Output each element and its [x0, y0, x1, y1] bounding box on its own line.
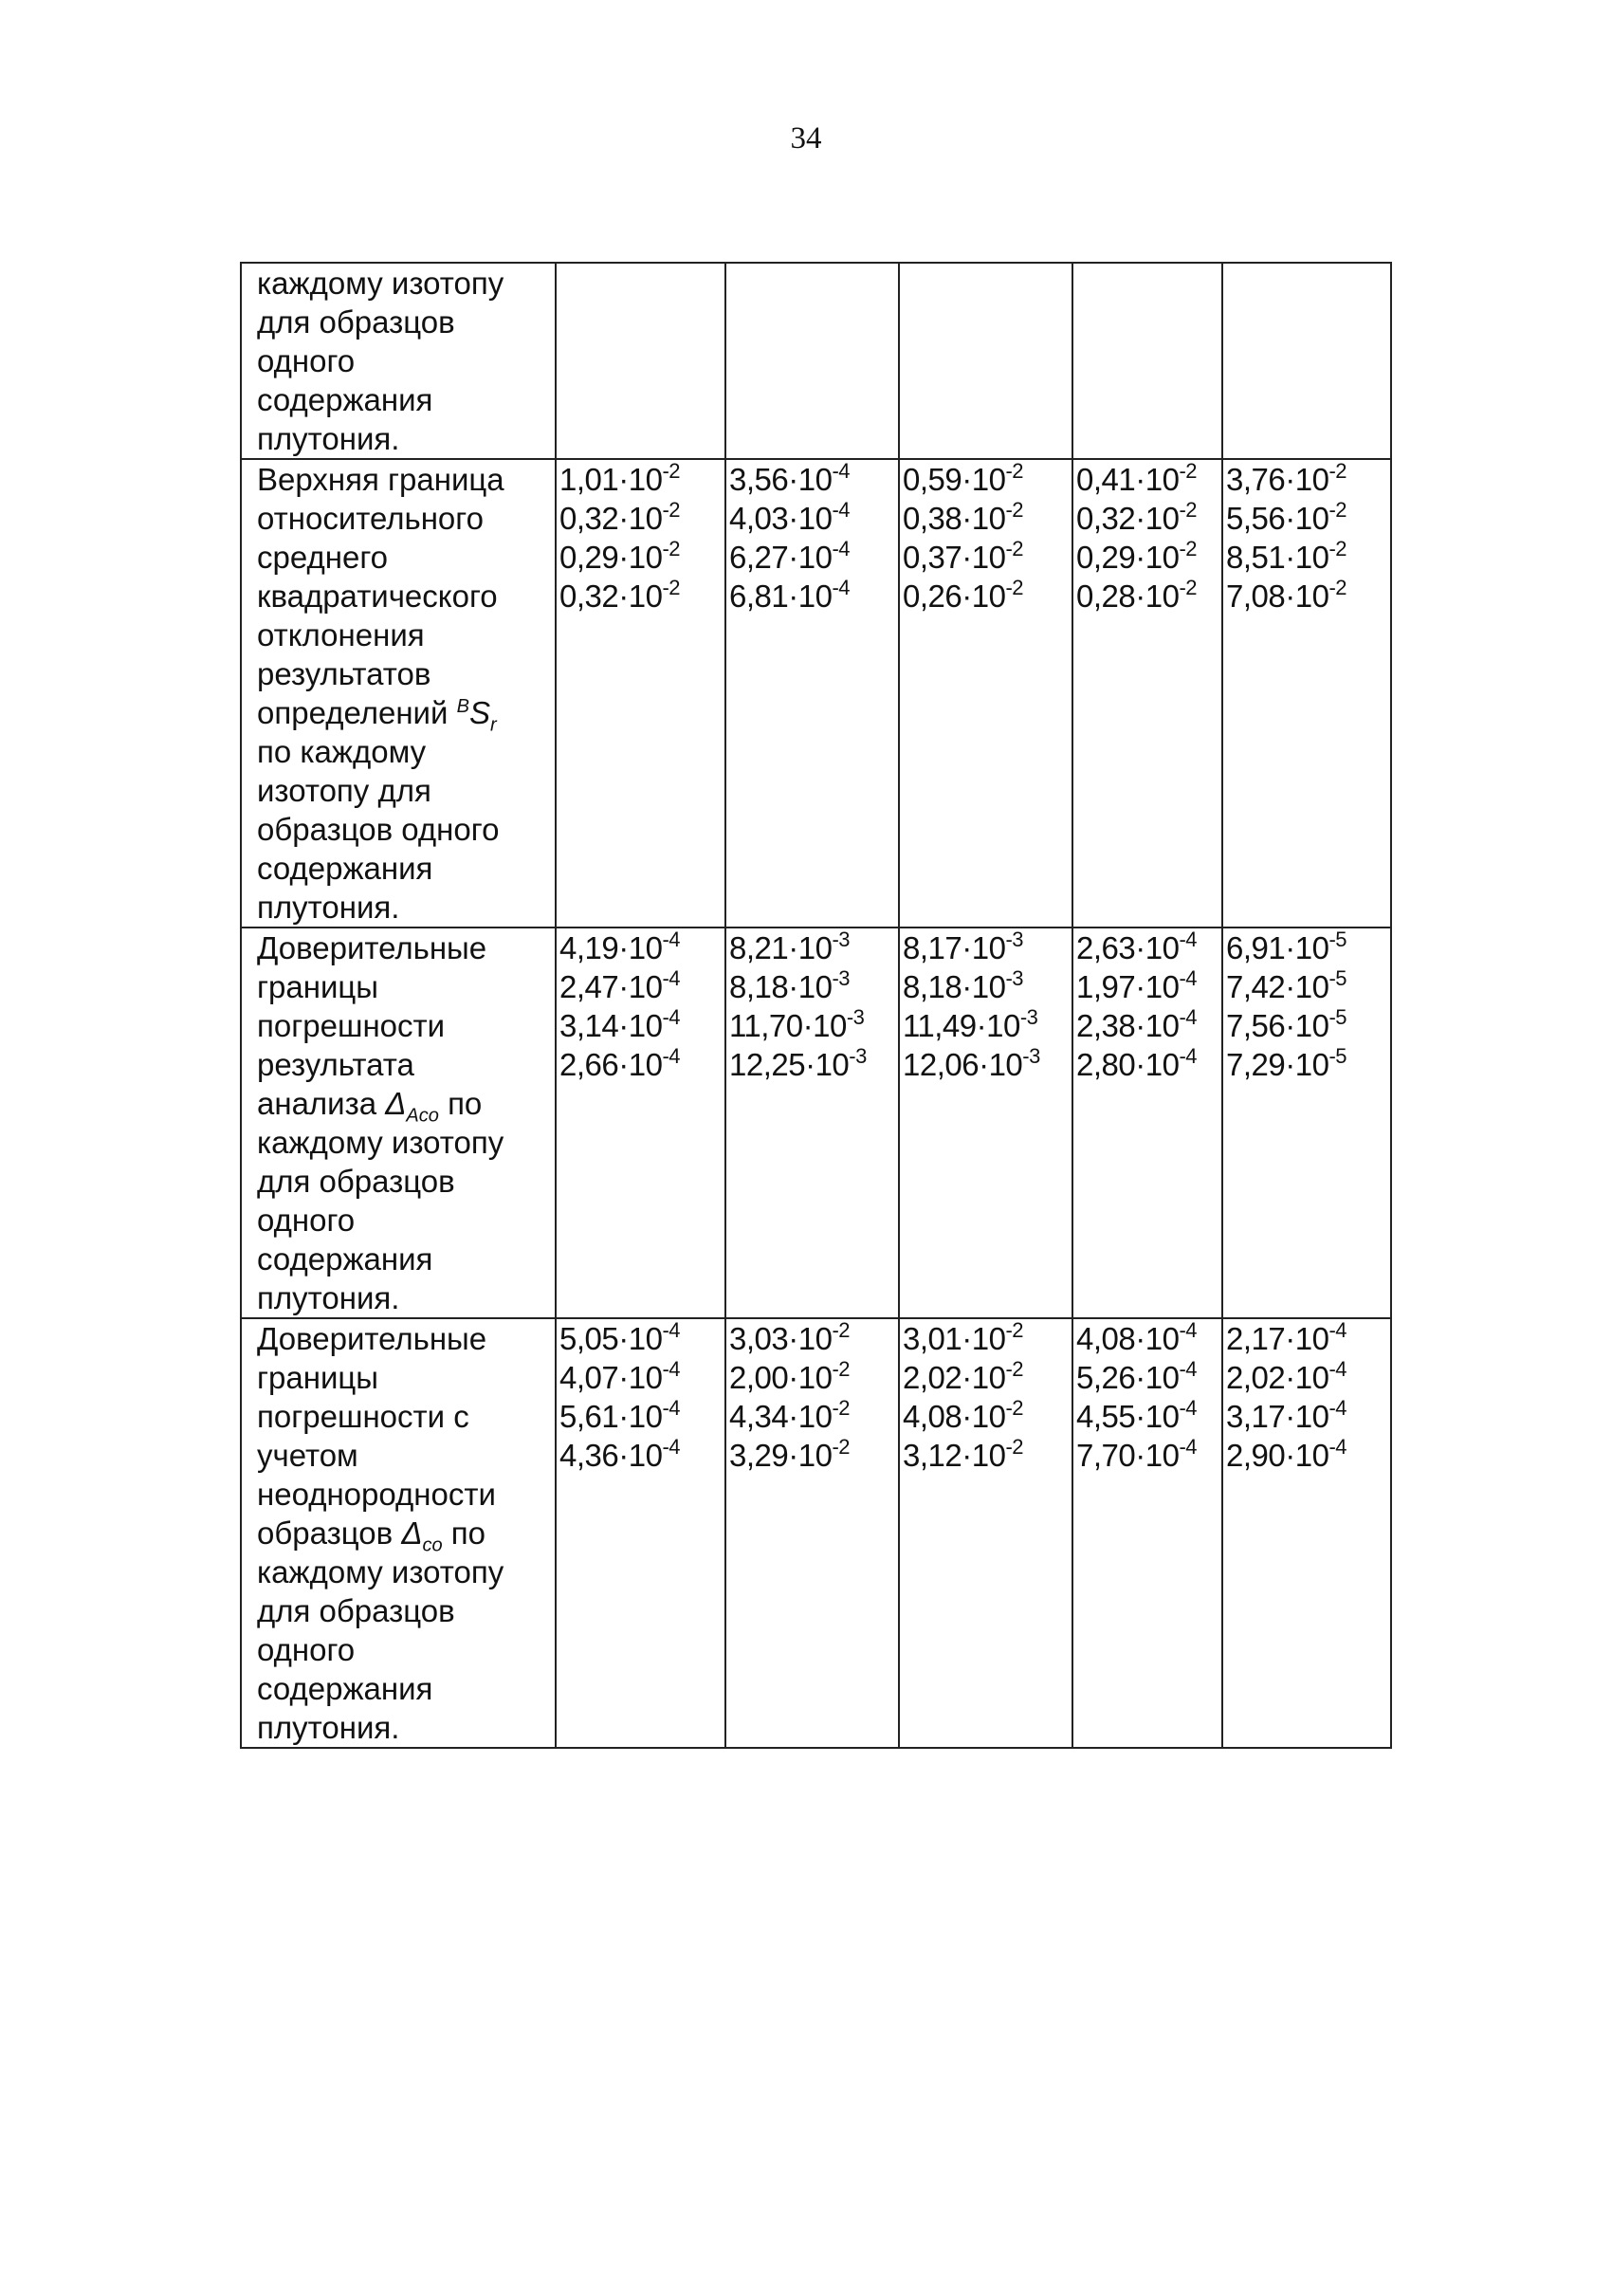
value-exponent: -4: [832, 575, 850, 599]
value-entry: [729, 538, 894, 577]
value-cell: [899, 1318, 1072, 1748]
value-entry: [729, 460, 894, 499]
value-exponent: -4: [1179, 1395, 1197, 1420]
value-entry: [1226, 1436, 1386, 1475]
value-entry: [903, 577, 1068, 615]
value-entry: [729, 577, 894, 615]
value-mantissa: 3,01·10: [903, 1321, 1006, 1356]
value-entry: [559, 1397, 721, 1436]
label-line: содержания: [257, 1671, 433, 1706]
value-entry: [1226, 1045, 1386, 1084]
label-line: каждому изотопу: [257, 1125, 504, 1160]
value-mantissa: 3,17·10: [1226, 1399, 1329, 1434]
value-entry: [559, 1358, 721, 1397]
value-mantissa: 11,49·10: [903, 1008, 1020, 1043]
label-line: каждому изотопу: [257, 1554, 504, 1589]
label-line: по каждому: [257, 734, 427, 769]
value-mantissa: 0,41·10: [1076, 462, 1180, 497]
value-exponent: -4: [832, 497, 850, 522]
value-entry: [1076, 577, 1218, 615]
label-line: плутония.: [257, 890, 400, 925]
value-entry: [903, 1358, 1068, 1397]
value-cell: [556, 928, 725, 1318]
value-entry: [729, 1319, 894, 1358]
value-entry: [729, 1006, 894, 1045]
value-mantissa: 5,61·10: [559, 1399, 663, 1434]
value-mantissa: 8,17·10: [903, 930, 1006, 965]
value-mantissa: 4,19·10: [559, 930, 663, 965]
value-exponent: -4: [1179, 927, 1197, 951]
value-exponent: -4: [662, 1356, 680, 1381]
value-entry: [729, 499, 894, 538]
value-exponent: -2: [662, 536, 680, 560]
label-line: образцов $\Delta_{co}$ по: [257, 1515, 485, 1556]
value-exponent: -2: [1179, 458, 1197, 483]
label-line: Верхняя граница: [257, 462, 504, 497]
label-line: содержания: [257, 382, 433, 417]
value-entry: [1076, 1045, 1218, 1084]
value-mantissa: 0,28·10: [1076, 579, 1180, 614]
label-line: квадратического: [257, 579, 498, 614]
value-entry: [559, 1045, 721, 1084]
value-mantissa: 7,56·10: [1226, 1008, 1329, 1043]
row-label-cell: [241, 1318, 556, 1748]
value-entry: [1226, 499, 1386, 538]
value-mantissa: 7,42·10: [1226, 969, 1329, 1004]
value-exponent: -2: [662, 497, 680, 522]
value-exponent: -2: [832, 1317, 850, 1342]
value-mantissa: 2,38·10: [1076, 1008, 1180, 1043]
value-entry: [559, 1436, 721, 1475]
label-line: неоднородности: [257, 1477, 496, 1512]
value-mantissa: 3,14·10: [559, 1008, 663, 1043]
value-exponent: -2: [662, 458, 680, 483]
value-entry: [729, 967, 894, 1006]
value-entry: [1076, 1397, 1218, 1436]
value-entry: [729, 1045, 894, 1084]
label-line: границы: [257, 1360, 379, 1395]
value-exponent: -4: [662, 927, 680, 951]
math-symbol: $^BS_r$: [456, 695, 497, 736]
value-mantissa: 0,32·10: [559, 579, 663, 614]
value-exponent: -4: [1328, 1356, 1346, 1381]
value-entry: [903, 1006, 1068, 1045]
value-entry: [559, 1006, 721, 1045]
value-entry: [1226, 928, 1386, 967]
value-mantissa: 11,70·10: [729, 1008, 847, 1043]
label-line: результатов: [257, 656, 431, 691]
value-entry: [1226, 1006, 1386, 1045]
value-entry: [729, 1358, 894, 1397]
label-line: отклонения: [257, 617, 425, 652]
value-exponent: -4: [1179, 1317, 1197, 1342]
value-exponent: -2: [1179, 497, 1197, 522]
value-entry: [903, 1045, 1068, 1084]
value-mantissa: 2,80·10: [1076, 1047, 1180, 1082]
label-line: изотопу для: [257, 773, 431, 808]
value-entry: [559, 577, 721, 615]
value-mantissa: 5,56·10: [1226, 501, 1329, 536]
value-exponent: -4: [1179, 1043, 1197, 1068]
value-mantissa: 2,66·10: [559, 1047, 663, 1082]
value-cell: [556, 263, 725, 459]
value-exponent: -2: [1005, 1434, 1023, 1459]
value-exponent: -4: [1328, 1434, 1346, 1459]
value-cell: [725, 928, 899, 1318]
value-exponent: -2: [1179, 575, 1197, 599]
value-mantissa: 1,01·10: [559, 462, 663, 497]
value-entry: [1076, 1436, 1218, 1475]
table-row: [241, 459, 1391, 928]
value-mantissa: 3,29·10: [729, 1438, 833, 1473]
label-line: содержания: [257, 1241, 433, 1277]
value-mantissa: 0,59·10: [903, 462, 1006, 497]
value-cell: [1222, 459, 1391, 928]
value-entry: [1076, 1319, 1218, 1358]
value-entry: [559, 499, 721, 538]
value-exponent: -2: [1005, 1317, 1023, 1342]
row-label-cell: [241, 928, 556, 1318]
value-cell: [1222, 1318, 1391, 1748]
results-table: [240, 262, 1392, 1749]
value-exponent: -3: [832, 965, 850, 990]
value-mantissa: 3,56·10: [729, 462, 833, 497]
label-line: Доверительные: [257, 1321, 487, 1356]
value-exponent: -5: [1328, 965, 1346, 990]
value-exponent: -3: [846, 1004, 865, 1029]
value-exponent: -5: [1328, 1004, 1346, 1029]
value-mantissa: 3,03·10: [729, 1321, 833, 1356]
value-cell: [899, 459, 1072, 928]
value-mantissa: 5,26·10: [1076, 1360, 1180, 1395]
value-exponent: -2: [1328, 536, 1346, 560]
value-entry: [1076, 928, 1218, 967]
value-exponent: -4: [1179, 965, 1197, 990]
value-mantissa: 2,02·10: [903, 1360, 1006, 1395]
label-line: одного: [257, 1203, 356, 1238]
page-number: 34: [790, 121, 822, 156]
value-entry: [1226, 1319, 1386, 1358]
label-line: анализа $\Delta_{Aco}$ по: [257, 1086, 483, 1127]
value-mantissa: 2,90·10: [1226, 1438, 1329, 1473]
value-entry: [1226, 538, 1386, 577]
value-entry: [903, 460, 1068, 499]
label-line: относительного: [257, 501, 484, 536]
value-exponent: -4: [662, 1395, 680, 1420]
value-entry: [903, 538, 1068, 577]
value-exponent: -3: [1005, 965, 1023, 990]
label-word-po: по: [450, 1515, 485, 1551]
value-cell: [725, 459, 899, 928]
label-line: определений $^BS_r$: [257, 695, 497, 736]
label-line: для образцов: [257, 1164, 455, 1199]
label-line: Доверительные: [257, 930, 487, 965]
value-mantissa: 2,17·10: [1226, 1321, 1329, 1356]
value-cell: [1072, 928, 1222, 1318]
value-exponent: -4: [1328, 1317, 1346, 1342]
value-mantissa: 2,47·10: [559, 969, 663, 1004]
math-symbol: $\Delta_{Aco}$ по: [385, 1086, 483, 1127]
value-mantissa: 4,08·10: [1076, 1321, 1180, 1356]
math-symbol: $\Delta_{co}$ по: [401, 1515, 485, 1556]
value-cell: [1072, 459, 1222, 928]
value-exponent: -3: [849, 1043, 867, 1068]
value-exponent: -4: [832, 536, 850, 560]
value-exponent: -3: [1022, 1043, 1040, 1068]
value-entry: [1076, 499, 1218, 538]
value-mantissa: 0,29·10: [559, 540, 663, 575]
value-exponent: -4: [662, 1434, 680, 1459]
value-mantissa: 2,63·10: [1076, 930, 1180, 965]
value-entry: [559, 460, 721, 499]
value-entry: [903, 499, 1068, 538]
value-cell: [725, 263, 899, 459]
value-mantissa: 2,02·10: [1226, 1360, 1329, 1395]
label-line: учетом: [257, 1438, 358, 1473]
value-entry: [1076, 967, 1218, 1006]
value-mantissa: 4,34·10: [729, 1399, 833, 1434]
value-mantissa: 0,38·10: [903, 501, 1006, 536]
value-mantissa: 8,21·10: [729, 930, 833, 965]
value-entry: [559, 967, 721, 1006]
value-exponent: -4: [832, 458, 850, 483]
label-line: содержания: [257, 851, 433, 886]
value-mantissa: 8,51·10: [1226, 540, 1329, 575]
value-cell: [725, 1318, 899, 1748]
value-exponent: -3: [832, 927, 850, 951]
row-label-cell: [241, 459, 556, 928]
value-cell: [899, 263, 1072, 459]
value-entry: [729, 1397, 894, 1436]
value-mantissa: 2,00·10: [729, 1360, 833, 1395]
label-line: плутония.: [257, 1280, 400, 1315]
value-entry: [559, 538, 721, 577]
value-entry: [1076, 1358, 1218, 1397]
value-exponent: -2: [1179, 536, 1197, 560]
value-entry: [1226, 460, 1386, 499]
value-exponent: -4: [662, 1004, 680, 1029]
table-row: [241, 1318, 1391, 1748]
value-exponent: -4: [1179, 1434, 1197, 1459]
value-exponent: -4: [662, 965, 680, 990]
label-line: погрешности с: [257, 1399, 469, 1434]
label-line: среднего: [257, 540, 388, 575]
table-row: [241, 928, 1391, 1318]
label-line: погрешности: [257, 1008, 446, 1043]
value-mantissa: 8,18·10: [903, 969, 1006, 1004]
value-exponent: -2: [832, 1356, 850, 1381]
value-mantissa: 5,05·10: [559, 1321, 663, 1356]
value-cell: [1072, 263, 1222, 459]
value-cell: [556, 1318, 725, 1748]
value-exponent: -3: [1005, 927, 1023, 951]
value-mantissa: 7,29·10: [1226, 1047, 1329, 1082]
value-entry: [903, 1436, 1068, 1475]
label-line: для образцов: [257, 304, 455, 340]
value-mantissa: 0,29·10: [1076, 540, 1180, 575]
label-line: плутония.: [257, 421, 400, 456]
value-entry: [903, 1397, 1068, 1436]
value-entry: [1226, 1397, 1386, 1436]
value-cell: [1072, 1318, 1222, 1748]
value-entry: [1076, 1006, 1218, 1045]
value-exponent: -5: [1328, 927, 1346, 951]
value-exponent: -2: [1005, 497, 1023, 522]
value-exponent: -4: [1179, 1356, 1197, 1381]
table-row: [241, 263, 1391, 459]
value-mantissa: 12,06·10: [903, 1047, 1023, 1082]
value-mantissa: 6,81·10: [729, 579, 833, 614]
value-mantissa: 6,27·10: [729, 540, 833, 575]
value-entry: [1076, 460, 1218, 499]
label-word-po: по: [448, 1086, 483, 1121]
value-entry: [1076, 538, 1218, 577]
label-line: одного: [257, 1632, 356, 1667]
value-cell: [899, 928, 1072, 1318]
value-exponent: -4: [662, 1043, 680, 1068]
value-exponent: -2: [1005, 1395, 1023, 1420]
value-entry: [729, 1436, 894, 1475]
label-line: для образцов: [257, 1593, 455, 1628]
value-exponent: -2: [1005, 575, 1023, 599]
value-mantissa: 0,26·10: [903, 579, 1006, 614]
value-mantissa: 0,32·10: [559, 501, 663, 536]
value-entry: [1226, 1358, 1386, 1397]
value-entry: [1226, 967, 1386, 1006]
value-exponent: -4: [1328, 1395, 1346, 1420]
value-mantissa: 8,18·10: [729, 969, 833, 1004]
row-label-cell: [241, 263, 556, 459]
value-entry: [729, 928, 894, 967]
label-line: результата: [257, 1047, 414, 1082]
value-exponent: -2: [662, 575, 680, 599]
value-mantissa: 4,08·10: [903, 1399, 1006, 1434]
value-entry: [1226, 577, 1386, 615]
value-exponent: -5: [1328, 1043, 1346, 1068]
value-mantissa: 7,08·10: [1226, 579, 1329, 614]
value-mantissa: 4,36·10: [559, 1438, 663, 1473]
value-exponent: -2: [832, 1395, 850, 1420]
value-exponent: -3: [1019, 1004, 1038, 1029]
value-entry: [559, 1319, 721, 1358]
value-mantissa: 4,03·10: [729, 501, 833, 536]
value-mantissa: 3,12·10: [903, 1438, 1006, 1473]
value-exponent: -4: [1179, 1004, 1197, 1029]
value-cell: [1222, 928, 1391, 1318]
value-exponent: -2: [1328, 458, 1346, 483]
value-mantissa: 0,37·10: [903, 540, 1006, 575]
value-entry: [559, 928, 721, 967]
value-mantissa: 4,07·10: [559, 1360, 663, 1395]
label-line: границы: [257, 969, 379, 1004]
value-cell: [556, 459, 725, 928]
label-line: образцов одного: [257, 812, 500, 847]
value-mantissa: 0,32·10: [1076, 501, 1180, 536]
value-exponent: -2: [1005, 458, 1023, 483]
value-entry: [903, 967, 1068, 1006]
value-mantissa: 1,97·10: [1076, 969, 1180, 1004]
value-exponent: -2: [1005, 1356, 1023, 1381]
value-exponent: -2: [1005, 536, 1023, 560]
label-line: плутония.: [257, 1710, 400, 1745]
value-mantissa: 4,55·10: [1076, 1399, 1180, 1434]
value-entry: [903, 1319, 1068, 1358]
value-mantissa: 7,70·10: [1076, 1438, 1180, 1473]
value-cell: [1222, 263, 1391, 459]
label-line: каждому изотопу: [257, 266, 504, 301]
value-exponent: -2: [1328, 497, 1346, 522]
value-entry: [903, 928, 1068, 967]
label-line: одного: [257, 343, 356, 378]
value-exponent: -2: [1328, 575, 1346, 599]
value-mantissa: 3,76·10: [1226, 462, 1329, 497]
value-exponent: -2: [832, 1434, 850, 1459]
value-exponent: -4: [662, 1317, 680, 1342]
value-mantissa: 12,25·10: [729, 1047, 850, 1082]
value-mantissa: 6,91·10: [1226, 930, 1329, 965]
